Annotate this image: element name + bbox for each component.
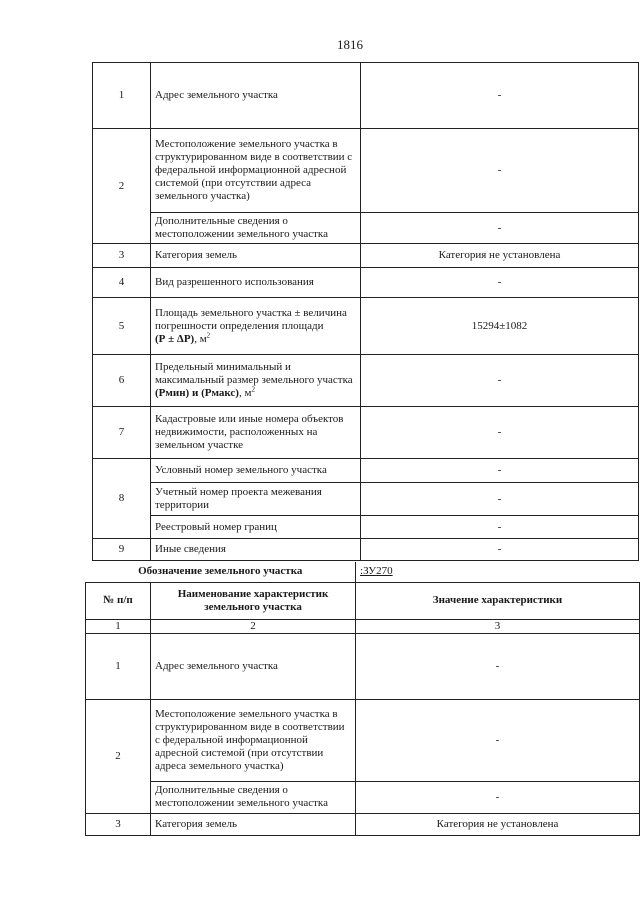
row-value: - <box>361 539 639 561</box>
row-number: 1 <box>86 633 151 699</box>
row-number: 3 <box>93 244 151 268</box>
row-label: Адрес земельного участка <box>151 63 361 129</box>
row-label: Дополнительные сведения о местоположении земельного участка <box>151 781 356 813</box>
size-label-sup: 2 <box>251 385 255 394</box>
row-value: - <box>361 213 639 244</box>
row-label: Местоположение земельного участка в структурированном виде в соответствии с федеральной информационной адресной системой (при отсутствии адреса земельного участка) <box>151 129 361 213</box>
table-row <box>93 268 639 298</box>
row-number: 7 <box>93 407 151 459</box>
table-row <box>93 459 639 483</box>
header-col-name: Наименование характеристик земельного участка <box>151 582 356 619</box>
row-label: Адрес земельного участка <box>151 633 356 699</box>
table-row <box>86 699 640 781</box>
header-row <box>86 582 640 619</box>
size-label-text: Предельный минимальный и максимальный размер земельного участка <box>155 361 353 386</box>
table-row <box>93 516 639 539</box>
row-label: Условный номер земельного участка <box>151 459 361 483</box>
area-label-unit: , м <box>194 332 207 345</box>
column-number: 3 <box>356 619 640 633</box>
row-number: 2 <box>86 699 151 813</box>
row-number: 5 <box>93 298 151 355</box>
size-label-mid: и <box>189 387 202 399</box>
size-label-max: (Рмакс) <box>201 387 239 399</box>
table-row <box>93 129 639 213</box>
row-label: Кадастровые или иные номера объектов недвижимости, расположенных на земельном участке <box>151 407 361 459</box>
land-plot-table-bottom <box>85 562 640 836</box>
row-label <box>151 355 361 407</box>
column-number: 1 <box>86 619 151 633</box>
row-value: - <box>361 129 639 213</box>
table-row <box>86 633 640 699</box>
row-value: - <box>356 781 640 813</box>
row-label: Категория земель <box>151 813 356 835</box>
row-value: - <box>361 268 639 298</box>
row-value: - <box>361 483 639 516</box>
row-value: - <box>356 699 640 781</box>
column-number-row <box>86 619 640 633</box>
row-label: Дополнительные сведения о местоположении земельного участка <box>151 213 361 244</box>
row-number: 1 <box>93 63 151 129</box>
row-value: - <box>361 516 639 539</box>
row-number: 8 <box>93 459 151 539</box>
size-label-unit: , м <box>238 387 252 399</box>
designation-row <box>86 562 640 582</box>
row-label: Иные сведения <box>151 539 361 561</box>
row-label: Учетный номер проекта межевания территории <box>151 483 361 516</box>
row-number: 6 <box>93 355 151 407</box>
table-row <box>93 213 639 244</box>
land-plot-table-top <box>92 62 639 561</box>
area-label-formula: (Р ± ΔР) <box>155 332 195 345</box>
column-number: 2 <box>151 619 356 633</box>
header-col-number: № п/п <box>86 582 151 619</box>
row-value: 15294±1082 <box>361 298 639 355</box>
table-row <box>86 781 640 813</box>
row-label: Категория земель <box>151 244 361 268</box>
row-value: - <box>361 459 639 483</box>
row-value: Категория не установлена <box>356 813 640 835</box>
area-label-sup: 2 <box>206 330 211 339</box>
row-value: - <box>361 407 639 459</box>
row-number: 4 <box>93 268 151 298</box>
row-number: 2 <box>93 129 151 244</box>
table-row <box>86 813 640 835</box>
row-number: 9 <box>93 539 151 561</box>
header-col-value: Значение характеристики <box>356 582 640 619</box>
row-value: Категория не установлена <box>361 244 639 268</box>
table-row <box>93 298 639 355</box>
row-number: 3 <box>86 813 151 835</box>
size-label-min: (Рмин) <box>155 387 190 399</box>
table-row <box>93 355 639 407</box>
area-label-text: Площадь земельного участка ± величина погрешности определения площади <box>155 306 347 332</box>
table-row <box>93 407 639 459</box>
row-label: Реестровый номер границ <box>151 516 361 539</box>
table-row <box>93 483 639 516</box>
row-value: - <box>356 633 640 699</box>
page-number: 1816 <box>337 37 363 52</box>
row-value: - <box>361 63 639 129</box>
row-value: - <box>361 355 639 407</box>
table-row <box>93 63 639 129</box>
row-label: Местоположение земельного участка в структурированном виде в соответствии с федеральной информационной адресной системой (при отсутствии адреса земельного участка) <box>151 699 356 781</box>
row-label <box>151 298 361 355</box>
designation-label: Обозначение земельного участка <box>86 562 356 582</box>
table-row <box>93 244 639 268</box>
row-label: Вид разрешенного использования <box>151 268 361 298</box>
table-row <box>93 539 639 561</box>
designation-value: :ЗУ270 <box>356 562 640 582</box>
